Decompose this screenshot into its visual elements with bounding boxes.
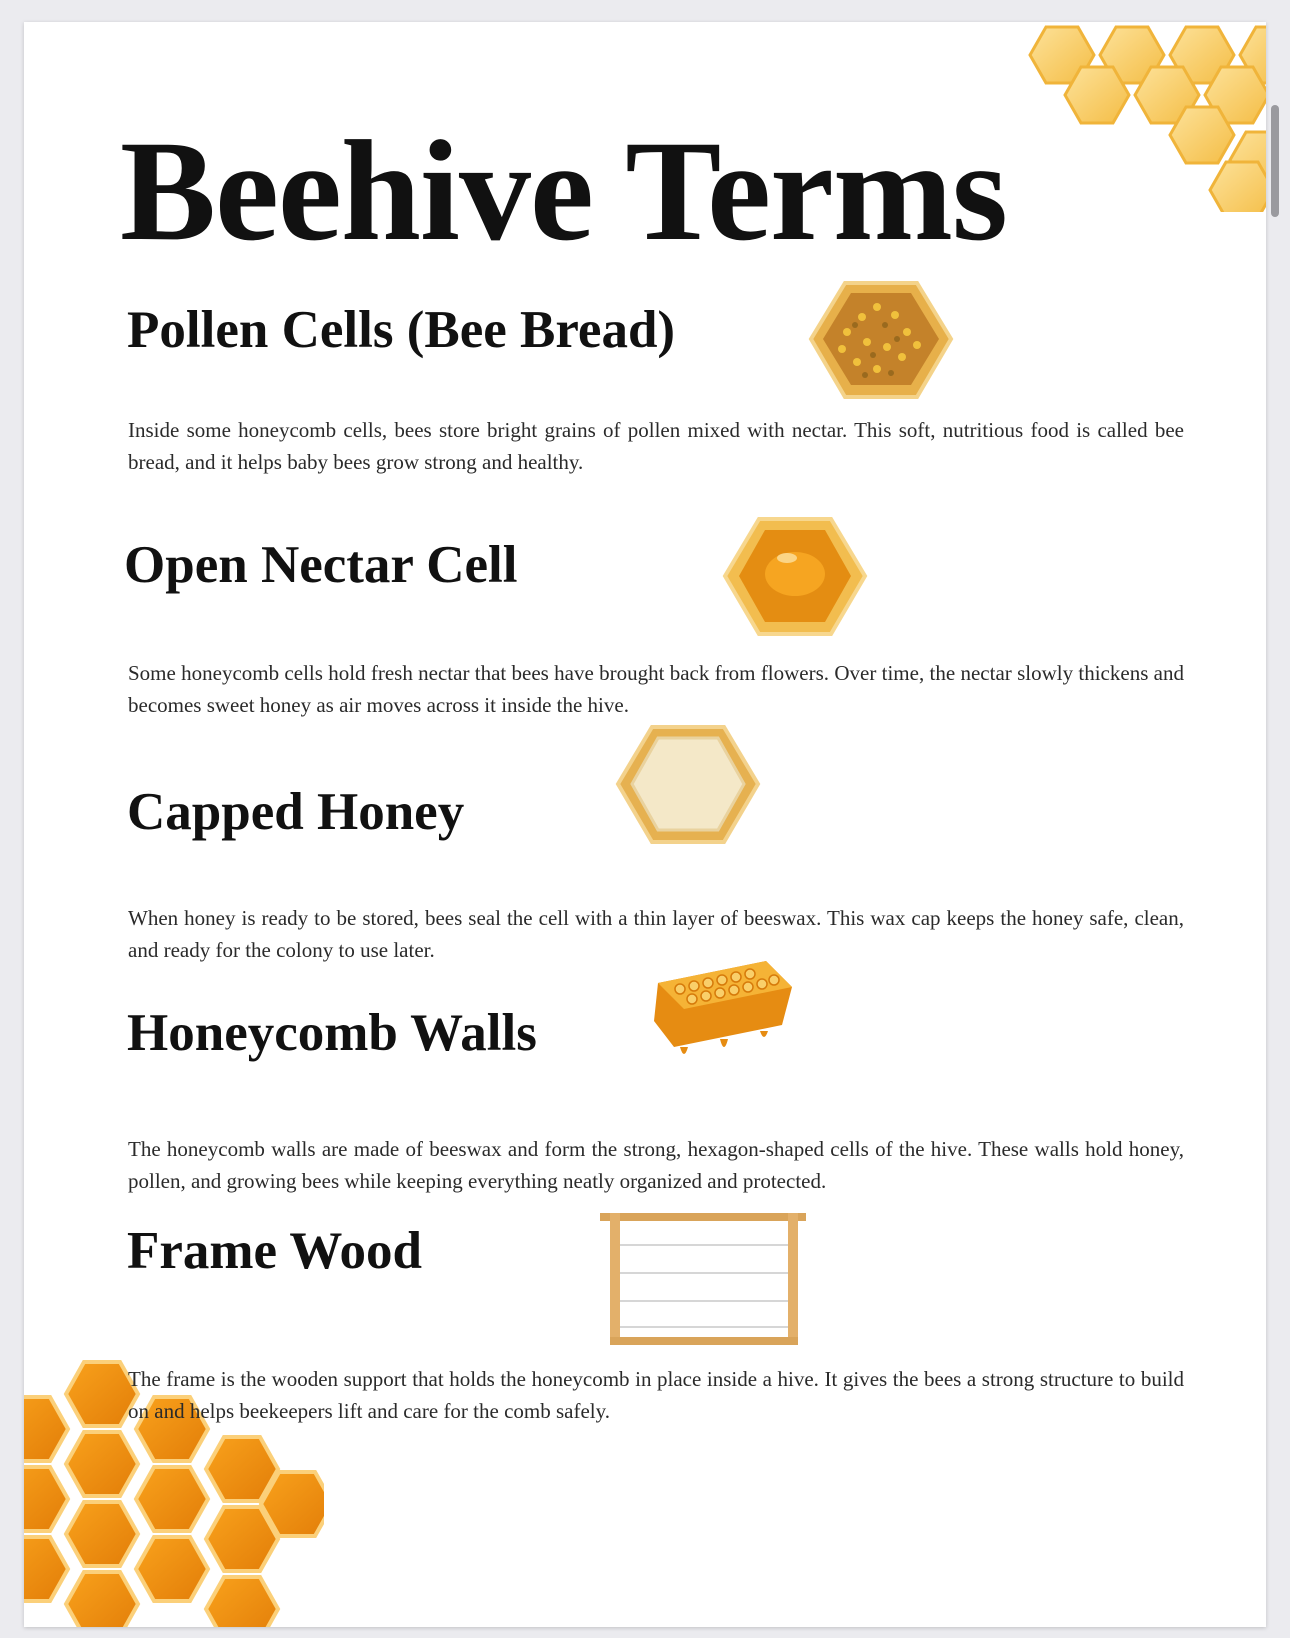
term-description-frame-wood: The frame is the wooden support that holds the honeycomb in place inside a hive. It gives the bees a strong structure to build on and helps beekeepers lift and care for the comb safely. — [128, 1367, 1184, 1423]
pollen-cell-icon — [807, 277, 955, 407]
vertical-scrollbar[interactable] — [1271, 105, 1279, 217]
capped-honey-icon — [614, 722, 762, 850]
page-title: Beehive Terms — [120, 112, 1007, 271]
nectar-cell-icon — [721, 514, 869, 642]
term-description-open-nectar-cell: Some honeycomb cells hold fresh nectar that bees have brought back from flowers. Over time, the nectar slowly thickens and becomes sweet honey as air moves across it inside the hive. — [128, 661, 1184, 717]
term-description-pollen-cells: Inside some honeycomb cells, bees store bright grains of pollen mixed with nectar. This soft, nutritious food is called bee bread, and it helps baby bees grow strong and healthy. — [128, 418, 1184, 474]
term-heading-open-nectar-cell: Open Nectar Cell — [124, 536, 518, 594]
term-heading-honeycomb-walls: Honeycomb Walls — [127, 1004, 537, 1062]
term-description-capped-honey: When honey is ready to be stored, bees seal the cell with a thin layer of beeswax. This wax cap keeps the honey safe, clean, and ready for the colony to use later. — [128, 906, 1184, 962]
term-heading-frame-wood: Frame Wood — [127, 1222, 422, 1280]
term-heading-capped-honey: Capped Honey — [127, 783, 465, 841]
wooden-frame-icon — [600, 1205, 814, 1355]
term-description-honeycomb-walls: The honeycomb walls are made of beeswax and form the strong, hexagon-shaped cells of the hive. These walls hold honey, pollen, and growing bees while keeping everything neatly organized and protected. — [128, 1137, 1184, 1193]
term-heading-pollen-cells: Pollen Cells (Bee Bread) — [127, 301, 676, 359]
document-page — [24, 22, 1266, 1627]
honeycomb-block-icon — [650, 947, 798, 1067]
